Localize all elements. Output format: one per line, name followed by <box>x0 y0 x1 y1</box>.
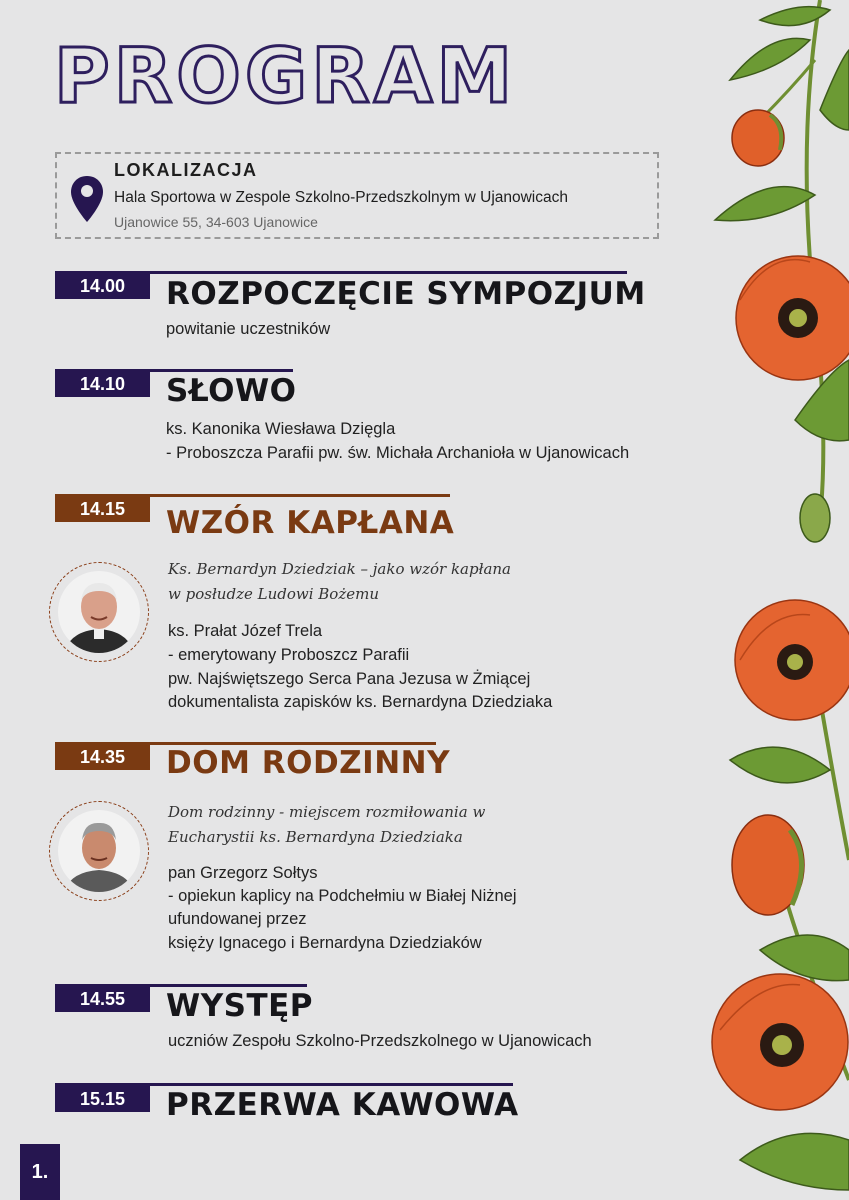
speaker-photo <box>49 801 149 901</box>
page-number: 1. <box>20 1144 60 1200</box>
speaker-photo <box>49 562 149 662</box>
item-heading: ROZPOCZĘCIE SYMPOZJUM <box>166 276 646 312</box>
item-text: - Proboszcza Parafii pw. św. Michała Archanioła w Ujanowicach <box>166 444 630 462</box>
time-badge: 14.00 <box>55 273 150 299</box>
time-badge: 14.10 <box>55 371 150 397</box>
divider <box>55 984 307 987</box>
time-badge: 14.55 <box>55 986 150 1012</box>
item-text: ks. Kanonika Wiesława Dzięgla <box>166 420 396 438</box>
divider <box>55 494 450 497</box>
divider <box>55 271 627 274</box>
poppy-flowers-decoration <box>700 0 849 1200</box>
item-text: ufundowanej przez <box>168 910 307 928</box>
item-text: - emerytowany Proboszcz Parafii <box>168 646 410 664</box>
location-address: Ujanowice 55, 34-603 Ujanowice <box>114 214 318 230</box>
talk-title: w posłudze Ludowi Bożemu <box>168 585 379 603</box>
item-heading: DOM RODZINNY <box>166 745 451 781</box>
item-heading: SŁOWO <box>166 373 297 409</box>
item-text: powitanie uczestników <box>166 320 331 338</box>
time-badge: 15.15 <box>55 1086 150 1112</box>
talk-title: Ks. Bernardyn Dziedziak – jako wzór kapłana <box>168 560 512 578</box>
divider <box>55 369 293 372</box>
item-heading: PRZERWA KAWOWA <box>166 1087 519 1123</box>
item-text: ks. Prałat Józef Trela <box>168 622 323 640</box>
location-box <box>55 152 659 239</box>
item-heading: WZÓR KAPŁANA <box>166 505 455 541</box>
divider <box>55 1083 513 1086</box>
item-text: uczniów Zespołu Szkolno-Przedszkolnego w Ujanowicach <box>168 1032 592 1050</box>
page-title: PROGRAM <box>54 31 517 120</box>
item-text: dokumentalista zapisków ks. Bernardyna Dziedziaka <box>168 693 553 711</box>
map-pin-icon <box>69 174 105 224</box>
location-venue: Hala Sportowa w Zespole Szkolno-Przedszkolnym w Ujanowicach <box>114 189 568 206</box>
time-badge: 14.35 <box>55 744 150 770</box>
talk-title: Dom rodzinny - miejscem rozmiłowania w <box>168 803 486 821</box>
item-heading: WYSTĘP <box>166 988 314 1024</box>
speaker-portrait-icon <box>58 810 140 892</box>
talk-title: Eucharystii ks. Bernardyna Dziedziaka <box>168 828 463 846</box>
time-badge: 14.15 <box>55 496 150 522</box>
item-text: pan Grzegorz Sołtys <box>168 864 318 882</box>
item-text: księży Ignacego i Bernardyna Dziedziaków <box>168 934 482 952</box>
item-text: - opiekun kaplicy na Podchełmiu w Białej Niżnej <box>168 887 517 905</box>
item-text: pw. Najświętszego Serca Pana Jezusa w Żmiącej <box>168 670 531 688</box>
location-label: LOKALIZACJA <box>114 160 258 180</box>
speaker-portrait-icon <box>58 571 140 653</box>
